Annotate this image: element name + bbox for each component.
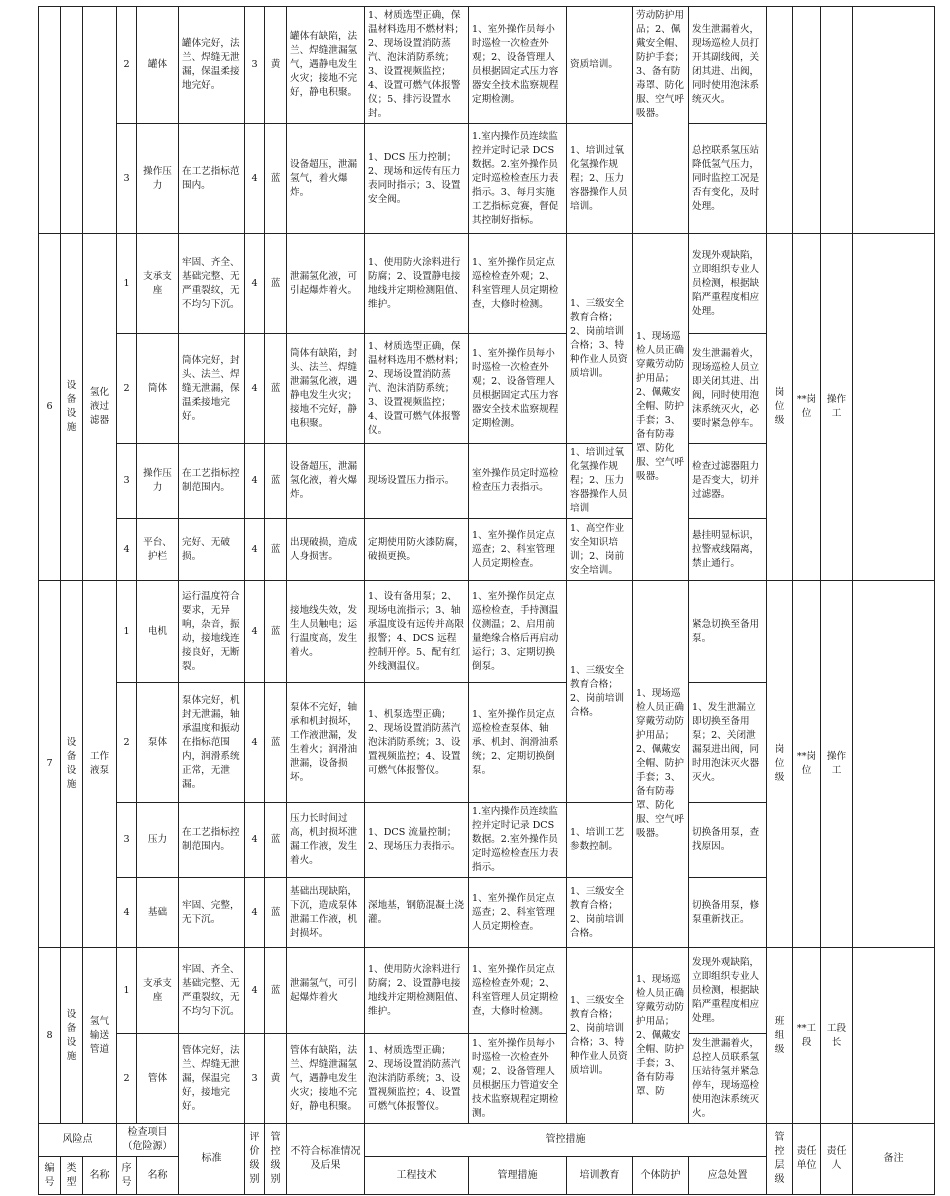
cont-type-cell <box>61 7 83 234</box>
level-cell: 蓝 <box>265 581 287 683</box>
item-name-cell: 基础 <box>137 878 179 948</box>
emergency-cell: 1、发生泄漏立即切换至备用泵；2、关闭泄漏泵进出阀，同时用泡沫灭火器灭火。 <box>689 683 767 803</box>
remarks-cell <box>853 581 935 948</box>
header-item-name: 名称 <box>137 1157 179 1195</box>
item-name-cell: 压力 <box>137 803 179 878</box>
protection-cell: 1、现场巡检人员正确穿戴劳动防护用品；2、佩戴安全帽、防护手套；3、备有防毒罩、防 <box>633 948 689 1124</box>
eval-cell: 4 <box>245 124 265 234</box>
emergency-cell: 发生泄漏着火，现场巡检人员打开其副线阀，关闭其进、出阀，同时使用泡沫系统灭火。 <box>689 7 767 124</box>
engineering-cell: 定期使用防火漆防腐，破损更换。 <box>365 519 469 581</box>
risk-no-cell: 7 <box>39 581 61 948</box>
eval-cell: 4 <box>245 803 265 878</box>
engineering-cell: 1、DCS 压力控制；2、现场和远传有压力表同时指示；3、设置安全阀。 <box>365 124 469 234</box>
header-standard: 标准 <box>179 1124 245 1195</box>
engineering-cell: 1、使用防火涂料进行防腐；2、设置静电接地线并定期检测阻值、维护。 <box>365 948 469 1034</box>
header-engineering: 工程技术 <box>365 1157 469 1195</box>
eval-cell: 4 <box>245 948 265 1034</box>
seq-cell: 3 <box>117 124 137 234</box>
person-cell <box>821 7 853 234</box>
header-check-item: 检查项目（危险源） <box>117 1124 179 1157</box>
standard-cell: 在工艺指标控制范围内。 <box>179 444 245 519</box>
header-protection: 个体防护 <box>633 1157 689 1195</box>
level-cell: 蓝 <box>265 334 287 444</box>
nonconform-cell: 设备超压，泄漏氢气，着火爆炸。 <box>287 124 365 234</box>
header-remarks: 备注 <box>853 1124 935 1195</box>
seq-cell: 1 <box>117 948 137 1034</box>
seq-cell: 3 <box>117 444 137 519</box>
risk-name-cell: 工作液泵 <box>83 581 117 948</box>
level-cell: 蓝 <box>265 124 287 234</box>
level-cell: 蓝 <box>265 234 287 334</box>
nonconform-cell: 基础出现缺陷，下沉，造成泵体泄漏工作液，机封损坏。 <box>287 878 365 948</box>
nonconform-cell: 设备超压，泄漏氢化液，着火爆炸。 <box>287 444 365 519</box>
seq-cell: 4 <box>117 878 137 948</box>
eval-cell: 4 <box>245 581 265 683</box>
training-cell: 1、三级安全教育合格；2、岗前培训合格。 <box>567 878 633 948</box>
header-training: 培训教育 <box>567 1157 633 1195</box>
tier-cell: 班组级 <box>767 948 793 1124</box>
management-cell: 1.室内操作员连续监控并定时记录 DCS 数据。2.室外操作员定时巡检检查压力表指示。3、每月实施工艺指标竞赛，督促其控制好指标。 <box>469 124 567 234</box>
level-cell: 蓝 <box>265 948 287 1034</box>
header-resp-person: 责任人 <box>821 1124 853 1195</box>
engineering-cell: 现场设置压力指示。 <box>365 444 469 519</box>
unit-cell: **岗位 <box>793 234 821 581</box>
risk-type-cell: 设备设施 <box>61 234 83 581</box>
engineering-cell: 1、机泵选型正确；2、现场设置消防蒸汽泡沫消防系统；3、设置视频监控；4、设置可燃气体报警仪。 <box>365 683 469 803</box>
header-nonconform: 不符合标准情况及后果 <box>287 1124 365 1195</box>
eval-cell: 4 <box>245 683 265 803</box>
item-name-cell: 支承支座 <box>137 234 179 334</box>
remarks-cell <box>853 7 935 234</box>
header-name: 名称 <box>83 1157 117 1195</box>
seq-cell: 1 <box>117 581 137 683</box>
engineering-cell: 1、DCS 流量控制；2、现场压力表指示。 <box>365 803 469 878</box>
unit-cell: **工段 <box>793 948 821 1124</box>
person-cell: 工段长 <box>821 948 853 1124</box>
nonconform-cell: 接地线失效，发生人员触电；运行温度高，发生着火。 <box>287 581 365 683</box>
item-name-cell: 罐体 <box>137 7 179 124</box>
standard-cell: 管体完好，法兰、焊缝无泄漏，保温完好，接地完好。 <box>179 1034 245 1124</box>
header-control-level: 管控级别 <box>265 1124 287 1195</box>
training-cell: 资质培训。 <box>567 7 633 124</box>
management-cell: 室外操作员定时巡检检查压力表指示。 <box>469 444 567 519</box>
emergency-cell: 切换备用泵，修泵重新找正。 <box>689 878 767 948</box>
standard-cell: 筒体完好，封头、法兰、焊缝无泄漏，保温柔接地完好。 <box>179 334 245 444</box>
training-cell: 1、培训过氧化氢操作规程；2、压力容器操作人员培训 <box>567 444 633 519</box>
item-name-cell: 筒体 <box>137 334 179 444</box>
risk-type-cell: 设备设施 <box>61 948 83 1124</box>
unit-cell: **岗位 <box>793 581 821 948</box>
management-cell: 1、室外操作员定点巡检检查泵体、轴承、机封、润滑油系统；2、定期切换倒泵。 <box>469 683 567 803</box>
level-cell: 蓝 <box>265 519 287 581</box>
emergency-cell: 发现外观缺陷，立即组织专业人员检测，根据缺陷严重程度相应处理。 <box>689 948 767 1034</box>
protection-cell: 1、现场巡检人员正确穿戴劳动防护用品；2、佩戴安全帽、防护手套；3、备有防毒罩、防化服、空气呼吸器。 <box>633 581 689 948</box>
emergency-cell: 悬挂明显标识，拉警戒线隔离，禁止通行。 <box>689 519 767 581</box>
management-cell: 1、室外操作员每小时巡检一次检查外观；2、设备管理人员根据固定式压力容器安全技术监察规程定期检测。 <box>469 334 567 444</box>
level-cell: 黄 <box>265 7 287 124</box>
standard-cell: 在工艺指标范围内。 <box>179 124 245 234</box>
engineering-cell: 1、设有备用泵；2、现场电流指示；3、轴承温度设有远传并高限报警；4、DCS 远程控制开停。5、配有红外线测温仪。 <box>365 581 469 683</box>
management-cell: 1、室外操作员每小时巡检一次检查外观；2、设备管理人员根据压力管道安全技术监察规程定期检测。 <box>469 1034 567 1124</box>
header-emergency: 应急处置 <box>689 1157 767 1195</box>
header-risk-point: 风险点 <box>39 1124 117 1157</box>
item-name-cell: 平台、护栏 <box>137 519 179 581</box>
unit-cell <box>793 7 821 234</box>
engineering-cell: 1、使用防火涂料进行防腐；2、设置静电接地线并定期检测阻值、维护。 <box>365 234 469 334</box>
risk-no-cell: 8 <box>39 948 61 1124</box>
emergency-cell: 紧急切换至备用泵。 <box>689 581 767 683</box>
level-cell: 蓝 <box>265 444 287 519</box>
nonconform-cell: 泄漏氢气，可引起爆炸着火 <box>287 948 365 1034</box>
level-cell: 蓝 <box>265 803 287 878</box>
standard-cell: 牢固、齐全、基础完整、无严重裂纹，无不均匀下沉。 <box>179 948 245 1034</box>
management-cell: 1、室外操作员定点巡检检查外观；2、科室管理人员定期检查，大修时检测。 <box>469 948 567 1034</box>
standard-cell: 牢固、齐全、基础完整、无严重裂纹，无不均匀下沉。 <box>179 234 245 334</box>
training-cell: 1、三级安全教育合格；2、岗前培训合格；3、特种作业人员资质培训。 <box>567 948 633 1124</box>
training-cell: 1、三级安全教育合格；2、岗前培训合格。 <box>567 581 633 803</box>
training-cell: 1、培训工艺参数控制。 <box>567 803 633 878</box>
eval-cell: 4 <box>245 878 265 948</box>
eval-cell: 4 <box>245 519 265 581</box>
person-cell: 操作工 <box>821 581 853 948</box>
nonconform-cell: 罐体有缺陷，法兰、焊缝泄漏氢气，遇静电发生火灾；接地不完好，静电积聚。 <box>287 7 365 124</box>
nonconform-cell: 筒体有缺陷，封头、法兰、焊缝泄漏氢化液，遇静电发生火灾；接地不完好，静电积聚。 <box>287 334 365 444</box>
level-cell: 蓝 <box>265 878 287 948</box>
header-control-measures: 管控措施 <box>365 1124 767 1157</box>
remarks-cell <box>853 234 935 581</box>
management-cell: 1、室外操作员定点巡检检查外观；2、科室管理人员定期检查，大修时检测。 <box>469 234 567 334</box>
seq-cell: 2 <box>117 683 137 803</box>
protection-cell: 劳动防护用品；2、佩戴安全帽、防护手套；3、备有防毒罩、防化服、空气呼吸器。 <box>633 7 689 234</box>
management-cell: 1、室外操作员定点巡检检查，手持测温仪测温；2、启用前量绝缘合格后再启动运行；3、定期切换倒泵。 <box>469 581 567 683</box>
eval-cell: 4 <box>245 444 265 519</box>
seq-cell: 3 <box>117 803 137 878</box>
protection-cell: 1、现场巡检人员正确穿戴劳动防护用品；2、佩戴安全帽、防护手套；3、备有防毒罩、防化服、空气呼吸器。 <box>633 234 689 581</box>
person-cell: 操作工 <box>821 234 853 581</box>
header-manage-tier: 管控层级 <box>767 1124 793 1195</box>
nonconform-cell: 泄漏氢化液，可引起爆炸着火。 <box>287 234 365 334</box>
standard-cell: 泵体完好，机封无泄漏，轴承温度和振动在指标范围内，润滑系统正常，无泄漏。 <box>179 683 245 803</box>
risk-control-table <box>38 6 935 1195</box>
management-cell: 1、室外操作员定点巡查；2、科室管理人员定期检查。 <box>469 519 567 581</box>
training-cell: 1、培训过氧化氢操作规程；2、压力容器操作人员培训。 <box>567 124 633 234</box>
header-resp-unit: 责任单位 <box>793 1124 821 1195</box>
item-name-cell: 操作压力 <box>137 124 179 234</box>
emergency-cell: 检查过滤器阻力是否变大，切并过滤器。 <box>689 444 767 519</box>
header-eval-level: 评价级别 <box>245 1124 265 1195</box>
nonconform-cell: 出现破损，造成人身损害。 <box>287 519 365 581</box>
risk-name-cell: 氢气输送管道 <box>83 948 117 1124</box>
seq-cell: 2 <box>117 334 137 444</box>
training-cell: 1、三级安全教育合格；2、岗前培训合格；3、特种作业人员资质培训。 <box>567 234 633 444</box>
header-management: 管理措施 <box>469 1157 567 1195</box>
header-type: 类型 <box>61 1157 83 1195</box>
standard-cell: 牢固、完整，无下沉。 <box>179 878 245 948</box>
engineering-cell: 深地基，钢筋混凝土浇灌。 <box>365 878 469 948</box>
level-cell: 黄 <box>265 1034 287 1124</box>
emergency-cell: 发现外观缺陷，立即组织专业人员检测，根据缺陷严重程度相应处理。 <box>689 234 767 334</box>
management-cell: 1、室外操作员每小时巡检一次检查外观；2、设备管理人员根据固定式压力容器安全技术监察规程定期检测。 <box>469 7 567 124</box>
eval-cell: 4 <box>245 334 265 444</box>
standard-cell: 罐体完好，法兰、焊缝无泄漏，保温柔接地完好。 <box>179 7 245 124</box>
engineering-cell: 1、材质选型正确，保温材料选用不燃材料；2、现场设置消防蒸汽、泡沫消防系统；3、设置视频监控；4、设置可燃气体报警仪；5、排污设置水封。 <box>365 7 469 124</box>
standard-cell: 完好、无破损。 <box>179 519 245 581</box>
item-name-cell: 电机 <box>137 581 179 683</box>
item-name-cell: 泵体 <box>137 683 179 803</box>
emergency-cell: 发生泄漏着火，总控人员联系氢压站待氢并紧急停车，现场巡检使用泡沫系统灭火。 <box>689 1034 767 1124</box>
risk-no-cell: 6 <box>39 234 61 581</box>
risk-type-cell: 设备设施 <box>61 581 83 948</box>
eval-cell: 3 <box>245 1034 265 1124</box>
emergency-cell: 总控联系氢压站降低氢气压力，同时监控工况是否有变化，及时处理。 <box>689 124 767 234</box>
header-seq: 序号 <box>117 1157 137 1195</box>
management-cell: 1.室内操作员连续监控并定时记录 DCS 数据。2.室外操作员定时巡检检查压力表指示。 <box>469 803 567 878</box>
training-cell: 1、高空作业安全知识培训；2、岗前安全培训。 <box>567 519 633 581</box>
header-no: 编号 <box>39 1157 61 1195</box>
nonconform-cell: 管体有缺陷，法兰、焊缝泄漏氢气，遇静电发生火灾；接地不完好，静电积聚。 <box>287 1034 365 1124</box>
eval-cell: 3 <box>245 7 265 124</box>
nonconform-cell: 压力长时间过高，机封损坏泄漏工作液，发生着火。 <box>287 803 365 878</box>
emergency-cell: 切换备用泵，查找原因。 <box>689 803 767 878</box>
remarks-cell <box>853 948 935 1124</box>
seq-cell: 2 <box>117 1034 137 1124</box>
seq-cell: 4 <box>117 519 137 581</box>
management-cell: 1、室外操作员定点巡查；2、科室管理人员定期检查。 <box>469 878 567 948</box>
engineering-cell: 1、材质选型正确，保温材料选用不燃材料；2、现场设置消防蒸汽、泡沫消防系统；3、设置视频监控；4、设置可燃气体报警仪。 <box>365 334 469 444</box>
item-name-cell: 管体 <box>137 1034 179 1124</box>
item-name-cell: 操作压力 <box>137 444 179 519</box>
tier-cell: 岗位级 <box>767 581 793 948</box>
tier-cell: 岗位级 <box>767 234 793 581</box>
emergency-cell: 发生泄漏着火，现场巡检人员立即关闭其进、出阀，同时使用泡沫系统灭火，必要时紧急停车。 <box>689 334 767 444</box>
item-name-cell: 支承支座 <box>137 948 179 1034</box>
engineering-cell: 1、材质选型正确；2、现场设置消防蒸汽泡沫消防系统；3、设置视频监控；4、设置可燃气体报警仪。 <box>365 1034 469 1124</box>
seq-cell: 2 <box>117 7 137 124</box>
seq-cell: 1 <box>117 234 137 334</box>
level-cell: 蓝 <box>265 683 287 803</box>
standard-cell: 在工艺指标控制范围内。 <box>179 803 245 878</box>
risk-name-cell: 氢化液过滤器 <box>83 234 117 581</box>
cont-no-cell <box>39 7 61 234</box>
standard-cell: 运行温度符合要求，无异响，杂音，振动，接地线连接良好，无断裂。 <box>179 581 245 683</box>
cont-name-cell <box>83 7 117 234</box>
nonconform-cell: 泵体不完好，轴承和机封损坏，工作液泄漏，发生着火；润滑油泄漏，设备损坏。 <box>287 683 365 803</box>
eval-cell: 4 <box>245 234 265 334</box>
tier-cell <box>767 7 793 234</box>
